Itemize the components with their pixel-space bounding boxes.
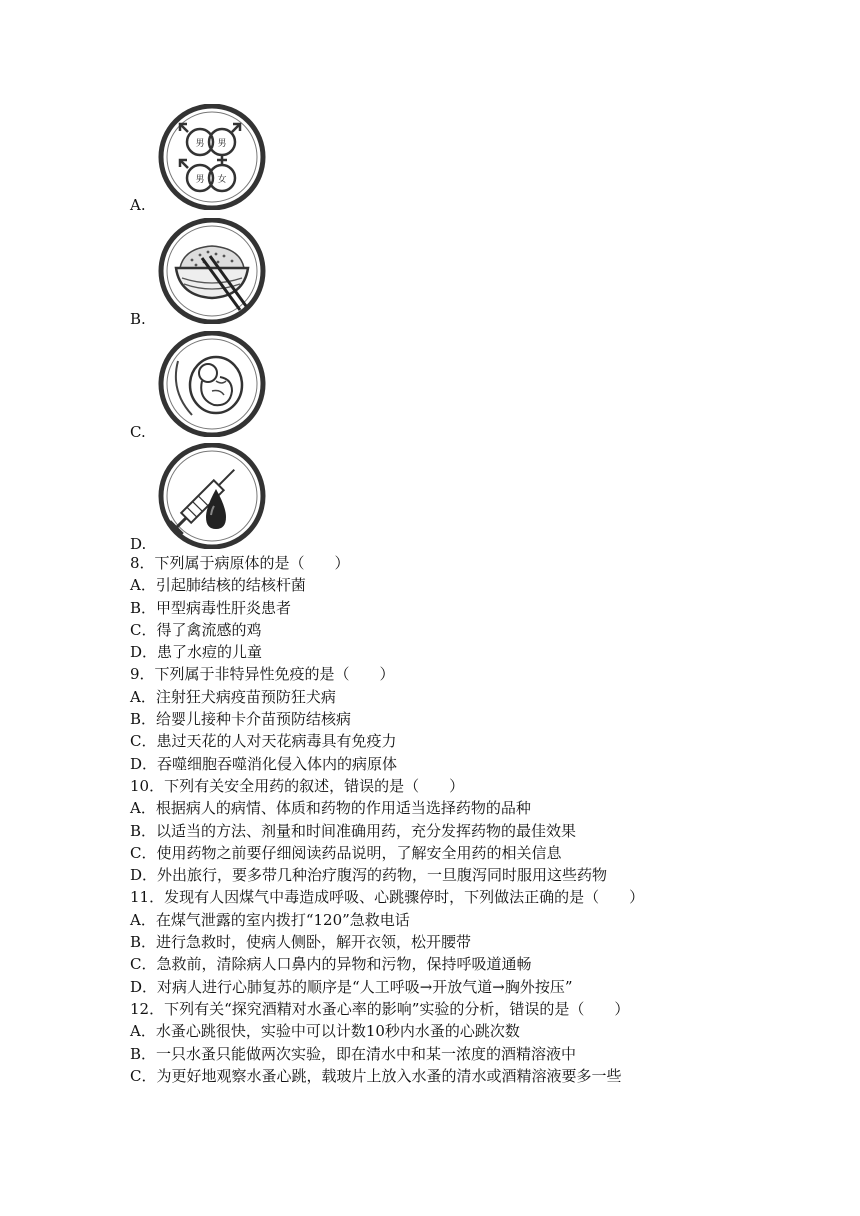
image-option-d (130, 443, 530, 553)
question-stem-8: 8．下列属于病原体的是（ ） (130, 554, 350, 572)
syringe-blood-drop-icon (156, 443, 268, 549)
option-11-a: A．在煤气泄露的室内拨打“120”急救电话 (130, 910, 410, 929)
option-12-c: C．为更好地观察水蚤心跳，载玻片上放入水蚤的清水或酒精溶液要多一些 (130, 1066, 622, 1085)
option-letter: B. (130, 310, 146, 328)
question-stem-9: 9．下列属于非特异性免疫的是（ ） (130, 665, 395, 684)
image-option-b (130, 218, 530, 328)
option-8-b: B．甲型病毒性肝炎患者 (130, 598, 292, 617)
option-12-a: A．水蚤心跳很快，实验中可以计数10秒内水蚤的心跳次数 (130, 1022, 520, 1041)
option-10-c: C．使用药物之前要仔细阅读药品说明，了解安全用药的相关信息 (130, 843, 562, 862)
option-letter: C. (130, 423, 146, 441)
option-8-c: C．得了禽流感的鸡 (130, 620, 262, 639)
option-9-c: C．患过天花的人对天花病毒具有免疫力 (130, 732, 397, 751)
image-option-a (130, 104, 530, 214)
symbol-label: 男 (217, 139, 227, 149)
fetus-in-womb-icon (156, 331, 268, 437)
option-11-d: D．对病人进行心肺复苏的顺序是“人工呼吸→开放气道→胸外按压” (130, 977, 573, 996)
option-11-b: B．进行急救时，使病人侧卧，解开衣领，松开腰带 (130, 933, 472, 952)
option-11-c: C．急救前，清除病人口鼻内的异物和污物，保持呼吸道通畅 (130, 955, 532, 974)
image-option-c (130, 331, 530, 441)
symbol-label: 男 (195, 139, 205, 149)
option-letter: D. (130, 535, 147, 553)
question-stem-10: 10．下列有关安全用药的叙述，错误的是（ ） (130, 776, 465, 795)
option-10-a: A．根据病人的病情、体质和药物的作用适当选择药物的品种 (130, 799, 531, 818)
question-stem-12: 12．下列有关“探究酒精对水蚤心率的影响”实验的分析，错误的是（ ） (130, 999, 630, 1018)
symbol-label: 女 (217, 175, 227, 185)
question-list (130, 552, 810, 1087)
male-female-symbols-icon (156, 104, 268, 210)
rice-bowl-chopsticks-icon (156, 218, 268, 324)
option-8-d: D．患了水痘的儿童 (130, 643, 263, 662)
option-9-d: D．吞噬细胞吞噬消化侵入体内的病原体 (130, 754, 398, 773)
question-stem-11: 11．发现有人因煤气中毒造成呼吸、心跳骤停时，下列做法正确的是（ ） (130, 888, 645, 907)
option-8-a: A．引起肺结核的结核杆菌 (130, 576, 306, 595)
option-9-a: A．注射狂犬病疫苗预防狂犬病 (130, 687, 336, 706)
option-12-b: B．一只水蚤只能做两次实验，即在清水中和某一浓度的酒精溶液中 (130, 1044, 577, 1063)
option-9-b: B．给婴儿接种卡介苗预防结核病 (130, 710, 352, 729)
option-10-d: D．外出旅行，要多带几种治疗腹泻的药物，一旦腹泻同时服用这些药物 (130, 866, 608, 885)
option-letter: A. (130, 196, 146, 214)
symbol-label: 男 (195, 175, 205, 185)
option-10-b: B．以适当的方法、剂量和时间准确用药，充分发挥药物的最佳效果 (130, 821, 577, 840)
